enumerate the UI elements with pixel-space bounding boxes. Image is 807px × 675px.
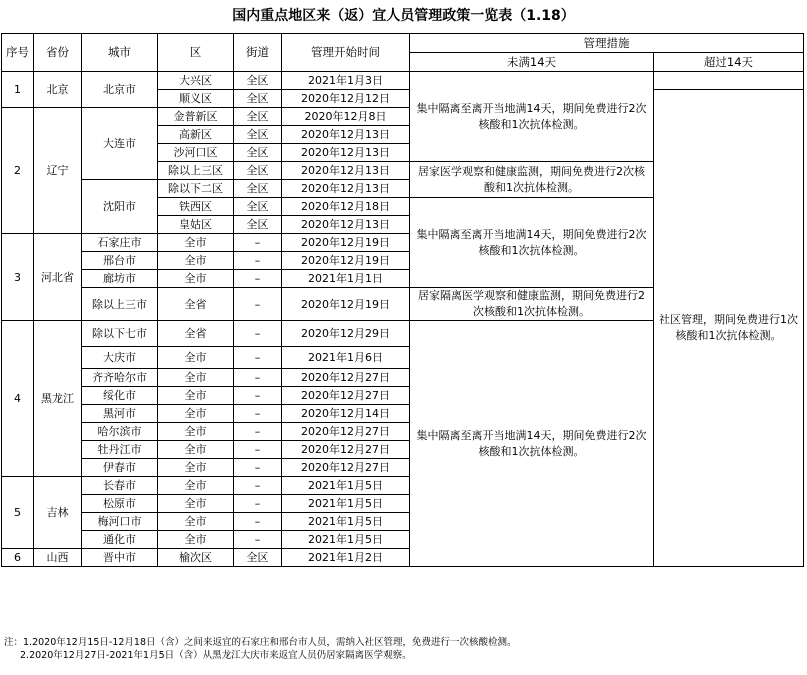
city-cell: 沈阳市 — [82, 180, 158, 234]
measure-cell: 居家医学观察和健康监测，期间免费进行2次核酸和1次抗体检测。 — [410, 162, 654, 198]
district-cell: 除以上三区 — [158, 162, 234, 180]
date-cell: 2020年12月13日 — [282, 180, 410, 198]
date-cell: 2020年12月13日 — [282, 144, 410, 162]
date-cell: 2020年12月13日 — [282, 216, 410, 234]
street-cell: 全区 — [234, 549, 282, 567]
date-cell: 2020年12月27日 — [282, 369, 410, 387]
date-cell: 2020年12月8日 — [282, 108, 410, 126]
over14-measure-cell: 社区管理，期间免费进行1次核酸和1次抗体检测。 — [654, 90, 804, 567]
seq-cell: 1 — [2, 72, 34, 108]
date-cell: 2021年1月5日 — [282, 477, 410, 495]
city-cell: 哈尔滨市 — [82, 423, 158, 441]
date-cell: 2021年1月5日 — [282, 531, 410, 549]
measure-cell: 集中隔离至离开当地满14天，期间免费进行2次核酸和1次抗体检测。 — [410, 321, 654, 567]
city-cell: 牡丹江市 — [82, 441, 158, 459]
district-cell: 全市 — [158, 252, 234, 270]
district-cell: 皇姑区 — [158, 216, 234, 234]
city-cell: 长春市 — [82, 477, 158, 495]
header-measures: 管理措施 — [410, 34, 804, 53]
seq-cell: 2 — [2, 108, 34, 234]
date-cell: 2020年12月12日 — [282, 90, 410, 108]
date-cell: 2020年12月18日 — [282, 198, 410, 216]
street-cell: – — [234, 477, 282, 495]
province-cell: 辽宁 — [34, 108, 82, 234]
street-cell: – — [234, 347, 282, 369]
district-cell: 全市 — [158, 531, 234, 549]
city-cell: 邢台市 — [82, 252, 158, 270]
date-cell: 2020年12月19日 — [282, 234, 410, 252]
footnote-1: 注：1.2020年12月15日-12月18日（含）之间来返宜的石家庄和邢台市人员，需纳入社区管理，免费进行一次核酸检测。 — [4, 637, 517, 648]
district-cell: 全市 — [158, 369, 234, 387]
city-cell: 通化市 — [82, 531, 158, 549]
date-cell: 2020年12月27日 — [282, 423, 410, 441]
city-cell: 大连市 — [82, 108, 158, 180]
header-district: 区 — [158, 34, 234, 72]
province-cell: 黑龙江 — [34, 321, 82, 477]
street-cell: – — [234, 531, 282, 549]
header-row — [2, 34, 804, 53]
street-cell: 全区 — [234, 216, 282, 234]
header-under14: 未满14天 — [410, 53, 654, 72]
over14-blank-cell — [654, 72, 804, 90]
date-cell: 2021年1月5日 — [282, 495, 410, 513]
header-over14: 超过14天 — [654, 53, 804, 72]
street-cell: – — [234, 405, 282, 423]
city-cell: 绥化市 — [82, 387, 158, 405]
street-cell: 全区 — [234, 90, 282, 108]
policy-table — [1, 33, 804, 567]
date-cell: 2020年12月13日 — [282, 126, 410, 144]
seq-cell: 3 — [2, 234, 34, 321]
street-cell: – — [234, 387, 282, 405]
table-row — [2, 72, 804, 90]
header-province: 省份 — [34, 34, 82, 72]
date-cell: 2020年12月19日 — [282, 288, 410, 321]
street-cell: – — [234, 513, 282, 531]
street-cell: 全区 — [234, 198, 282, 216]
street-cell: 全区 — [234, 126, 282, 144]
street-cell: – — [234, 441, 282, 459]
street-cell: – — [234, 369, 282, 387]
date-cell: 2020年12月29日 — [282, 321, 410, 347]
measure-cell: 居家隔离医学观察和健康监测，期间免费进行2次核酸和1次抗体检测。 — [410, 288, 654, 321]
district-cell: 榆次区 — [158, 549, 234, 567]
city-cell: 廊坊市 — [82, 270, 158, 288]
district-cell: 大兴区 — [158, 72, 234, 90]
date-cell: 2020年12月14日 — [282, 405, 410, 423]
district-cell: 全市 — [158, 347, 234, 369]
city-cell: 晋中市 — [82, 549, 158, 567]
street-cell: – — [234, 321, 282, 347]
province-cell: 北京 — [34, 72, 82, 108]
header-city: 城市 — [82, 34, 158, 72]
street-cell: – — [234, 234, 282, 252]
date-cell: 2020年12月27日 — [282, 387, 410, 405]
date-cell: 2020年12月27日 — [282, 459, 410, 477]
district-cell: 全市 — [158, 441, 234, 459]
street-cell: – — [234, 423, 282, 441]
date-cell: 2021年1月3日 — [282, 72, 410, 90]
district-cell: 全市 — [158, 459, 234, 477]
province-cell: 山西 — [34, 549, 82, 567]
street-cell: 全区 — [234, 108, 282, 126]
province-cell: 河北省 — [34, 234, 82, 321]
city-cell: 梅河口市 — [82, 513, 158, 531]
street-cell: – — [234, 288, 282, 321]
district-cell: 全市 — [158, 387, 234, 405]
district-cell: 全省 — [158, 288, 234, 321]
date-cell: 2021年1月5日 — [282, 513, 410, 531]
date-cell: 2020年12月19日 — [282, 252, 410, 270]
city-cell: 除以上三市 — [82, 288, 158, 321]
city-cell: 大庆市 — [82, 347, 158, 369]
street-cell: – — [234, 270, 282, 288]
city-cell: 黑河市 — [82, 405, 158, 423]
district-cell: 全市 — [158, 270, 234, 288]
seq-cell: 6 — [2, 549, 34, 567]
district-cell: 高新区 — [158, 126, 234, 144]
street-cell: 全区 — [234, 180, 282, 198]
district-cell: 顺义区 — [158, 90, 234, 108]
district-cell: 铁西区 — [158, 198, 234, 216]
city-cell: 齐齐哈尔市 — [82, 369, 158, 387]
street-cell: 全区 — [234, 162, 282, 180]
city-cell: 北京市 — [82, 72, 158, 108]
district-cell: 全市 — [158, 513, 234, 531]
district-cell: 全市 — [158, 423, 234, 441]
street-cell: – — [234, 459, 282, 477]
district-cell: 全市 — [158, 234, 234, 252]
seq-cell: 5 — [2, 477, 34, 549]
street-cell: 全区 — [234, 144, 282, 162]
district-cell: 全市 — [158, 477, 234, 495]
province-cell: 吉林 — [34, 477, 82, 549]
page-title: 国内重点地区来（返）宜人员管理政策一览表（1.18） — [232, 8, 575, 24]
district-cell: 金普新区 — [158, 108, 234, 126]
footnote-2: 2.2020年12月27日-2021年1月5日（含）从黑龙江大庆市来返宜人员仍居家隔离医学观察。 — [20, 650, 412, 661]
date-cell: 2021年1月2日 — [282, 549, 410, 567]
city-cell: 伊春市 — [82, 459, 158, 477]
header-seq: 序号 — [2, 34, 34, 72]
district-cell: 除以下二区 — [158, 180, 234, 198]
city-cell: 除以下七市 — [82, 321, 158, 347]
date-cell: 2021年1月1日 — [282, 270, 410, 288]
district-cell: 全省 — [158, 321, 234, 347]
date-cell: 2021年1月6日 — [282, 347, 410, 369]
footnotes — [4, 636, 517, 662]
city-cell: 松原市 — [82, 495, 158, 513]
header-start-time: 管理开始时间 — [282, 34, 410, 72]
measure-cell: 集中隔离至离开当地满14天，期间免费进行2次核酸和1次抗体检测。 — [410, 72, 654, 162]
date-cell: 2020年12月27日 — [282, 441, 410, 459]
district-cell: 沙河口区 — [158, 144, 234, 162]
header-street: 街道 — [234, 34, 282, 72]
city-cell: 石家庄市 — [82, 234, 158, 252]
district-cell: 全市 — [158, 495, 234, 513]
district-cell: 全市 — [158, 405, 234, 423]
measure-cell: 集中隔离至离开当地满14天，期间免费进行2次核酸和1次抗体检测。 — [410, 198, 654, 288]
street-cell: 全区 — [234, 72, 282, 90]
date-cell: 2020年12月13日 — [282, 162, 410, 180]
street-cell: – — [234, 252, 282, 270]
seq-cell: 4 — [2, 321, 34, 477]
street-cell: – — [234, 495, 282, 513]
